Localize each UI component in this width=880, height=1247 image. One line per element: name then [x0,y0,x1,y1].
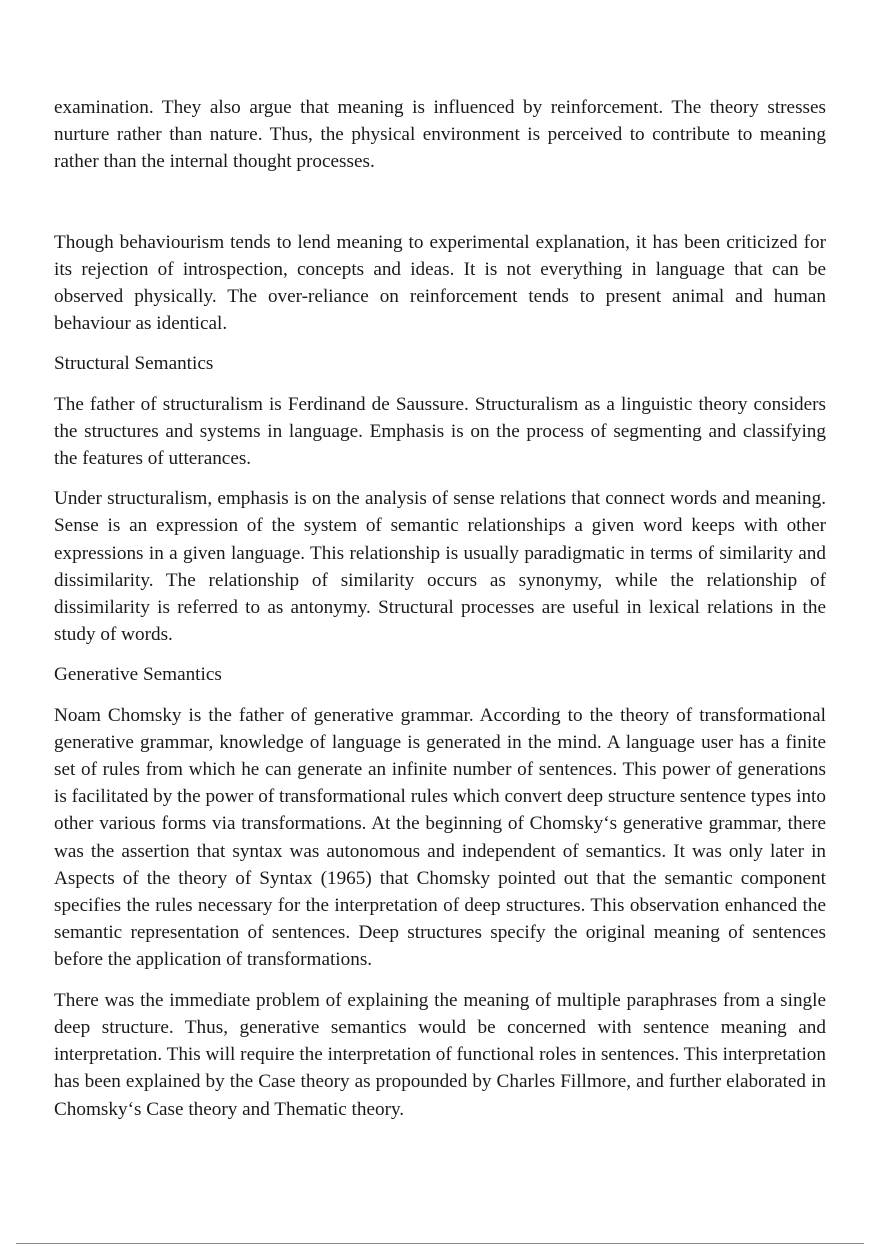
paragraph-chomsky-generative-grammar: Noam Chomsky is the father of generative grammar. According to the theory of transformational generative grammar, knowledge of language is generated in the mind. A language user has a finite set of rules from which he can generate an infinite number of sentences. This power of generations is facilitated by the power of transformational rules which convert deep structure sentence types into other various forms via transformations. At the beginning of Chomsky‘s generative grammar, there was the assertion that syntax was autonomous and independent of semantics. It was only later in Aspects of the theory of Syntax (1965) that Chomsky pointed out that the semantic component specifies the rules necessary for the interpretation of deep structures. This observation enhanced the semantic representation of sentences. Deep structures specify the original meaning of sentences before the application of transformations. [54,704,826,971]
paragraph-behaviourism-criticism: Though behaviourism tends to lend meaning to experimental explanation, it has been criticized for its rejection of introspection, concepts and ideas. It is not everything in language that can be observed physically. The over-reliance on reinforcement tends to present animal and human behaviour as identical. [54,231,826,335]
paragraph-sense-relations: Under structuralism, emphasis is on the analysis of sense relations that connect words and meaning. Sense is an expression of the system of semantic relationships a given word keeps with other expressions in a given language. This relationship is usually paradigmatic in terms of similarity and dissimilarity. The relationship of similarity occurs as synonymy, while the relationship of dissimilarity is referred to as antonymy. Structural processes are useful in lexical relations in the study of words. [54,488,826,646]
heading-structural-semantics: Structural Semantics [54,353,214,375]
paragraph-behaviourism-continued: examination. They also argue that meaning is influenced by reinforcement. The theory stresses nurture rather than nature. Thus, the physical environment is perceived to contribute to meaning rather than the internal thought processes. [54,97,826,173]
page-body [54,94,826,1123]
paragraph-structuralism-father: The father of structuralism is Ferdinand de Saussure. Structuralism as a linguistic theory considers the structures and systems in language. Emphasis is on the process of segmenting and classifying the features of utterances. [54,393,826,470]
heading-generative-semantics: Generative Semantics [54,664,222,686]
paragraph-paraphrases-problem: There was the immediate problem of explaining the meaning of multiple paraphrases from a single deep structure. Thus, generative semantics would be concerned with sentence meaning and interpretation. This will require the interpretation of functional roles in sentences. This interpretation has been explained by the Case theory as propounded by Charles Fillmore, and further elaborated in Chomsky‘s Case theory and Thematic theory. [54,989,826,1120]
footer-divider [16,1243,864,1244]
